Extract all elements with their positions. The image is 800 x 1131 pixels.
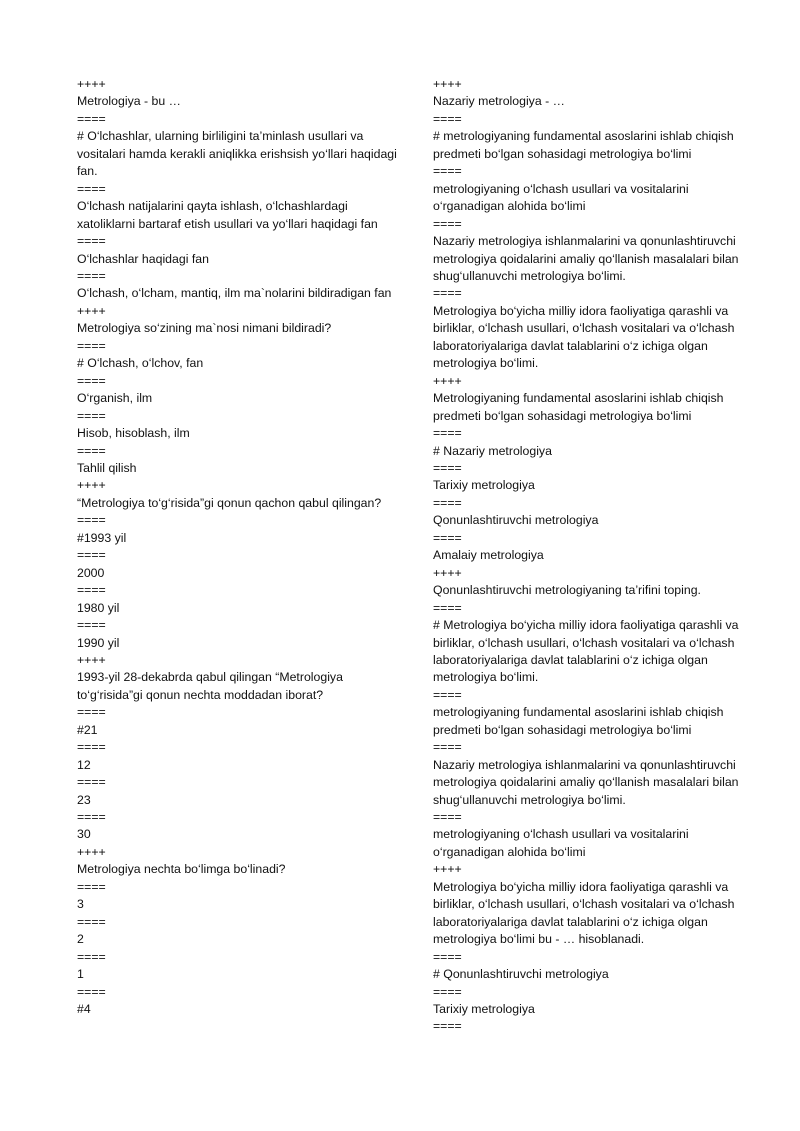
- answer-option: 1980 yil: [77, 600, 120, 615]
- option-separator: ====: [77, 618, 106, 633]
- option-separator: ====: [433, 600, 462, 615]
- answer-option: 2: [77, 932, 84, 947]
- option-separator: ====: [77, 810, 106, 825]
- option-separator: ====: [77, 914, 106, 929]
- question-separator: ++++: [77, 303, 106, 318]
- question-text: Metrologiya nechta bo‘limga bo‘linadi?: [77, 862, 286, 877]
- option-separator: ====: [77, 705, 106, 720]
- answer-option: 1990 yil: [77, 635, 120, 650]
- answer-option: Tarixiy metrologiya: [433, 478, 535, 493]
- right-column: [433, 76, 751, 1036]
- answer-option: Qonunlashtiruvchi metrologiya: [433, 513, 599, 528]
- answer-option: metrologiyaning o‘lchash usullari va vositalarini o‘rganadigan alohida bo‘limi: [433, 827, 689, 859]
- answer-option: 12: [77, 757, 91, 772]
- option-separator: ====: [77, 775, 106, 790]
- option-separator: ====: [433, 286, 462, 301]
- answer-option: O‘lchash, o‘lcham, mantiq, ilm ma`nolarini bildiradigan fan: [77, 286, 392, 301]
- answer-option: Hisob, hisoblash, ilm: [77, 426, 190, 441]
- correct-answer: # Metrologiya bo‘yicha milliy idora faoliyatiga qarashli va birliklar, o‘lchash usullari, o‘lchash vositalari va o‘lchash laboratoriyalariga davlat talablarini o‘z ichiga olgan metrologiya bo‘limi.: [433, 618, 739, 685]
- question-text: Metrologiya bo‘yicha milliy idora faoliyatiga qarashli va birliklar, o‘lchash usullari, o‘lchash vositalari va o‘lchash laboratoriyalariga davlat talablarini o‘z ichiga olgan metrologiya bo‘limi bu - … hisoblanadi.: [433, 879, 735, 947]
- correct-answer: # metrologiyaning fundamental asoslarini ishlab chiqish predmeti bo‘lgan sohasidagi metrologiya bo‘limi: [433, 129, 734, 161]
- option-separator: ====: [433, 216, 462, 231]
- answer-option: 23: [77, 792, 91, 807]
- question-separator: ++++: [433, 862, 462, 877]
- option-separator: ====: [77, 583, 106, 598]
- option-separator: ====: [433, 426, 462, 441]
- correct-answer: # O‘lchash, o‘lchov, fan: [77, 356, 204, 371]
- option-separator: ====: [433, 111, 462, 126]
- correct-answer: #1993 yil: [77, 530, 127, 545]
- answer-option: O‘lchash natijalarini qayta ishlash, o‘lchashlardagi xatoliklarni bartaraf etish usullari va yo‘llari haqidagi fan: [77, 199, 378, 231]
- answer-option: 3: [77, 897, 84, 912]
- left-column: [77, 76, 397, 1018]
- option-separator: ====: [433, 984, 462, 999]
- correct-answer: #4: [77, 1002, 91, 1017]
- option-separator: ====: [77, 181, 106, 196]
- correct-answer: # Qonunlashtiruvchi metrologiya: [433, 967, 609, 982]
- answer-option: metrologiyaning o‘lchash usullari va vositalarini o‘rganadigan alohida bo‘limi: [433, 181, 689, 214]
- question-text: 1993-yil 28-dekabrda qabul qilingan “Metrologiya to‘g‘risida”gi qonun nechta moddadan iborat?: [77, 670, 343, 702]
- question-separator: ++++: [77, 844, 106, 859]
- question-separator: ++++: [433, 373, 462, 388]
- option-separator: ====: [77, 443, 106, 458]
- question-text: Metrologiyaning fundamental asoslarini ishlab chiqish predmeti bo‘lgan sohasidagi metrologiya bo‘limi: [433, 391, 724, 423]
- option-separator: ====: [77, 408, 106, 423]
- option-separator: ====: [433, 1019, 462, 1034]
- option-separator: ====: [77, 949, 106, 964]
- correct-answer: # O‘lchashlar, ularning birliligini ta’minlash usullari va vositalari hamda kerakli aniqlikka erishsish yo‘llari haqidagi fan.: [77, 129, 397, 179]
- option-separator: ====: [77, 984, 106, 999]
- answer-option: 30: [77, 827, 91, 842]
- question-text: “Metrologiya to‘g‘risida”gi qonun qachon qabul qilingan?: [77, 495, 382, 510]
- question-text: Nazariy metrologiya - …: [433, 94, 565, 109]
- option-separator: ====: [433, 949, 462, 964]
- answer-option: O‘rganish, ilm: [77, 391, 153, 406]
- option-separator: ====: [77, 234, 106, 249]
- question-text: Metrologiya - bu …: [77, 94, 181, 109]
- answer-option: 2000: [77, 565, 105, 580]
- question-separator: ++++: [77, 652, 106, 667]
- answer-option: O‘lchashlar haqidagi fan: [77, 251, 209, 266]
- option-separator: ====: [433, 740, 462, 755]
- answer-option: Nazariy metrologiya ishlanmalarini va qonunlashtiruvchi metrologiya qoidalarini amaliy qo‘llanish masalalari bilan shug‘ullanuvchi metrologiya bo‘limi.: [433, 757, 739, 807]
- option-separator: ====: [433, 164, 462, 179]
- answer-option: Metrologiya bo‘yicha milliy idora faoliyatiga qarashli va birliklar, o‘lchash usullari, o‘lchash vositalari va o‘lchash laboratoriyalariga davlat talablarini o‘z ichiga olgan metrologiya bo‘limi.: [433, 303, 735, 371]
- answer-option: Nazariy metrologiya ishlanmalarini va qonunlashtiruvchi metrologiya qoidalarini amaliy qo‘llanish masalalari bilan shug‘ullanuvchi metrologiya bo‘limi.: [433, 234, 739, 283]
- question-separator: ++++: [433, 565, 462, 580]
- option-separator: ====: [77, 513, 106, 528]
- answer-option: Amalaiy metrologiya: [433, 548, 544, 563]
- answer-option: Tarixiy metrologiya: [433, 1002, 535, 1017]
- option-separator: ====: [77, 373, 106, 388]
- question-text: Metrologiya so‘zining ma`nosi nimani bildiradi?: [77, 321, 332, 336]
- option-separator: ====: [77, 338, 106, 353]
- question-text: Qonunlashtiruvchi metrologiyaning ta’rifini toping.: [433, 583, 701, 598]
- correct-answer: #21: [77, 722, 98, 737]
- option-separator: ====: [77, 548, 106, 563]
- option-separator: ====: [433, 460, 462, 475]
- answer-option: metrologiyaning fundamental asoslarini ishlab chiqish predmeti bo‘lgan sohasidagi metrologiya bo‘limi: [433, 705, 724, 737]
- question-separator: ++++: [77, 77, 106, 91]
- answer-option: Tahlil qilish: [77, 460, 137, 475]
- option-separator: ====: [433, 495, 462, 510]
- option-separator: ====: [433, 530, 462, 545]
- answer-option: 1: [77, 967, 84, 982]
- question-separator: ++++: [77, 478, 106, 493]
- option-separator: ====: [77, 111, 106, 126]
- correct-answer: # Nazariy metrologiya: [433, 443, 552, 458]
- option-separator: ====: [433, 687, 462, 702]
- option-separator: ====: [77, 879, 106, 894]
- option-separator: ====: [77, 740, 106, 755]
- option-separator: ====: [77, 268, 106, 283]
- option-separator: ====: [433, 810, 462, 825]
- question-separator: ++++: [433, 77, 462, 91]
